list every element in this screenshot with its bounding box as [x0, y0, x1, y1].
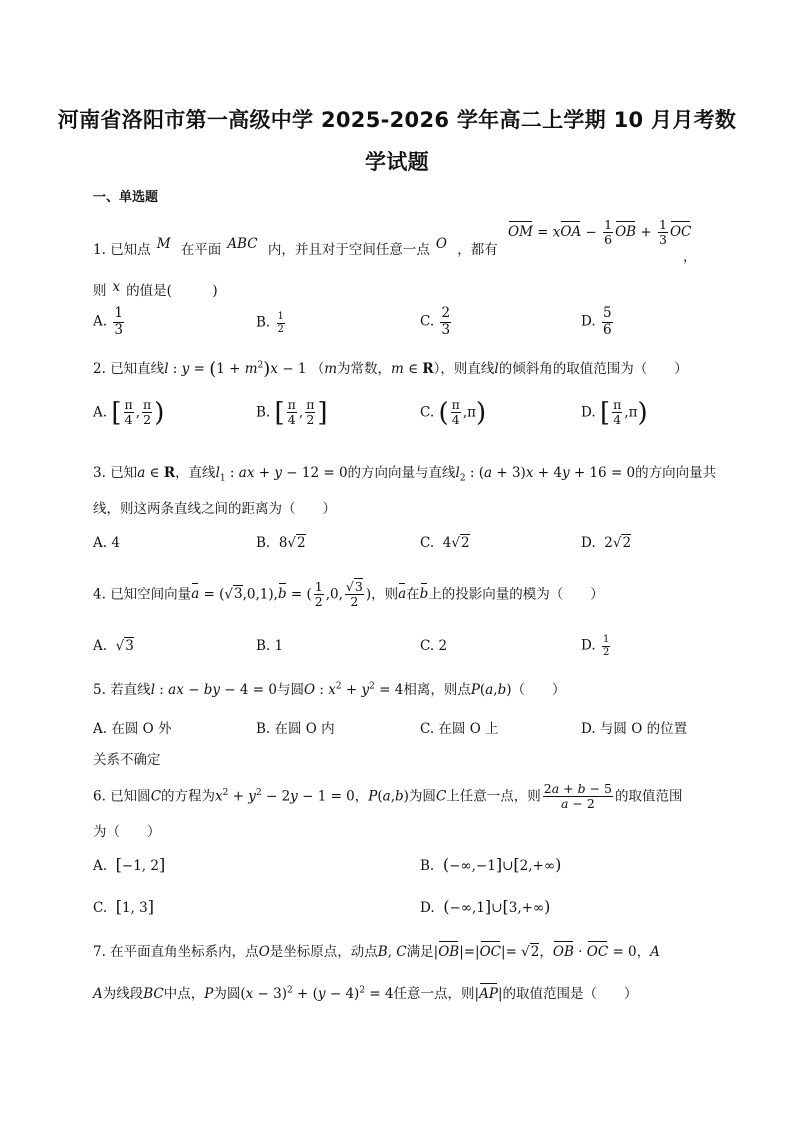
question-6: 6. 已知圆C的方程为$x^2 + y^2 - 2y - 1 = 0$，P(a,b)为圆C上任意一点，则 $\frac{2a + b - 5}{a - 2}$ 的取值范围: [93, 781, 683, 812]
option-3B[interactable]: B. 8√2: [256, 535, 306, 551]
question-5: 5. 若直线l : ax − by − 4 = 0与圆O : $x^2 + y^2 = 4$相离，则点P(a,b)（ ）: [93, 681, 566, 698]
question-1-vector-equation: OM = xOA − $\frac{1}{6}$ OB + $\frac{1}{3}$ OC: [508, 217, 692, 248]
question-2: 2. 已知直线l : $y = (1 + m^2)x - 1$ （m为常数，m ∈ R），则直线l的倾斜角的取值范围为（ ）: [93, 358, 688, 380]
option-2A[interactable]: A. [ $\frac{\pi}{4}$ , $\frac{\pi}{2}$ ): [93, 397, 165, 428]
option-2C[interactable]: C. ( $\frac{\pi}{4}$ ,π): [420, 397, 487, 428]
question-6-line2: 为（ ）: [93, 824, 161, 840]
option-4B[interactable]: B. 1: [256, 638, 284, 654]
option-6A[interactable]: A. [−1, 2]: [93, 855, 166, 874]
question-7-line2: A为线段BC中点，P为圆$(x - 3)^2 + (y - 4)^2 = 4$任意一点，则|AP|的取值范围是（ ）: [93, 985, 638, 1002]
option-1A[interactable]: A. $\frac{1}{3}$: [93, 305, 123, 338]
option-2D[interactable]: D. [ $\frac{\pi}{4}$ ,π): [581, 397, 648, 428]
question-1-line2: 则 x 的值是( ): [93, 279, 218, 299]
question-1: 1. 已知点 M 在平面 ABC 内，并且对于空间任意一点 O ，都有: [93, 236, 498, 258]
option-6C[interactable]: C. [1, 3]: [93, 897, 154, 916]
document-title-line1: 河南省洛阳市第一高级中学 2025-2026 学年高二上学期 10 月月考数: [57, 108, 737, 132]
option-5C[interactable]: C. 在圆 O 上: [420, 721, 499, 737]
option-6D[interactable]: D. (−∞,1]∪[3,+∞): [420, 897, 551, 916]
option-4C[interactable]: C. 2: [420, 638, 448, 654]
question-4: 4. 已知空间向量a = (√3,0,1),b = ( $\frac{1}{2}$ ,0, $\frac{√3}{2}$ )，则a在b上的投影向量的模为（ ）: [93, 579, 604, 610]
option-3C[interactable]: C. 4√2: [420, 535, 470, 551]
document-title-line2: 学试题: [365, 150, 429, 174]
question-number: 1.: [93, 242, 106, 258]
question-3: 3. 已知a ∈ R，直线$l_1$ : ax + y − 12 = 0的方向向量与直线$l_2$ : (a + 3)x + 4y + 16 = 0的方向向量共: [93, 465, 717, 484]
option-5D[interactable]: D. 与圆 O 的位置: [581, 721, 688, 737]
option-6B[interactable]: B. (−∞,−1]∪[2,+∞): [420, 855, 562, 874]
question-7: 7. 在平面直角坐标系内，点O是坐标原点，动点B, C满足|OB|=|OC|= √2，OB · OC = 0，A: [93, 944, 660, 960]
option-4A[interactable]: A. √3: [93, 638, 134, 654]
option-5A[interactable]: A. 在圆 O 外: [93, 721, 172, 737]
option-3D[interactable]: D. 2√2: [581, 535, 632, 551]
option-1D[interactable]: D. $\frac{5}{6}$: [581, 305, 612, 338]
question-3-line2: 线，则这两条直线之间的距离为（ ）: [93, 501, 336, 517]
option-5B[interactable]: B. 在圆 O 内: [256, 721, 335, 737]
option-5D-continued: 关系不确定: [93, 752, 161, 768]
option-4D[interactable]: D. $\frac{1}{2}$: [581, 634, 610, 658]
option-1B[interactable]: B. $\frac{1}{2}$: [256, 311, 284, 335]
option-3A[interactable]: A. 4: [93, 535, 120, 551]
option-1C[interactable]: C. $\frac{2}{3}$: [420, 305, 451, 338]
section-heading: 一、单选题: [93, 190, 159, 205]
option-2B[interactable]: B. [ $\frac{\pi}{4}$ , $\frac{\pi}{2}$ ]: [256, 397, 328, 428]
